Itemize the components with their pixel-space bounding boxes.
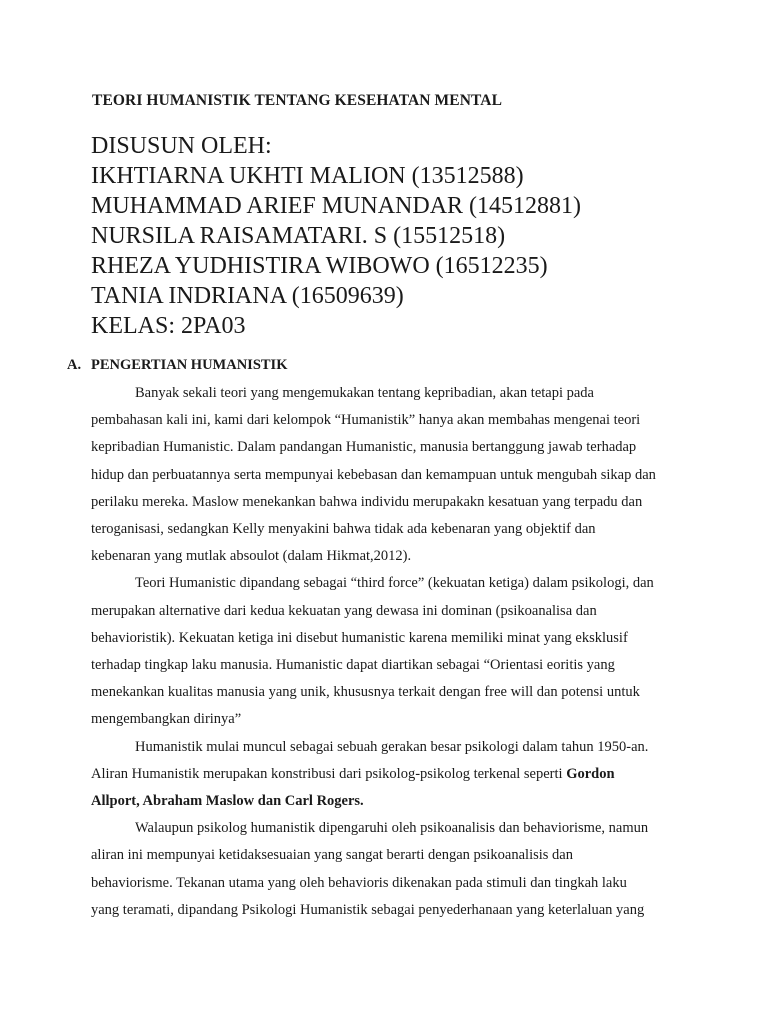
text-line: hidup dan perbuatannya serta mempunyai kebebasan dan kemampuan untuk mengubah sikap dan bbox=[91, 466, 656, 483]
text-line: Teori Humanistic dipandang sebagai “third force” (kekuatan ketiga) dalam psikologi, dan bbox=[135, 575, 654, 592]
section-heading-text: PENGERTIAN HUMANISTIK bbox=[91, 357, 288, 373]
text-line: merupakan alternative dari kedua kekuatan yang dewasa ini dominan (psikoanalisa dan bbox=[91, 602, 597, 619]
text-line: Humanistik mulai muncul sebagai sebuah gerakan besar psikologi dalam tahun 1950-an. bbox=[135, 738, 649, 755]
authors-block bbox=[91, 131, 581, 341]
text-line bbox=[47, 761, 677, 788]
text-line: behaviorisme. Tekanan utama yang oleh behavioris dikenakan pada stimuli dan tingkah laku bbox=[91, 874, 627, 891]
section-heading bbox=[67, 357, 287, 374]
text-line bbox=[47, 788, 677, 815]
paragraph-3 bbox=[91, 734, 677, 816]
text-line: kebenaran yang mutlak absoulot (dalam Hikmat,2012). bbox=[91, 548, 412, 565]
text-line: teroganisasi, sedangkan Kelly menyakini bahwa tidak ada kebenaran yang objektif dan bbox=[91, 521, 596, 538]
document-title: TEORI HUMANISTIK TENTANG KESEHATAN MENTAL bbox=[92, 92, 503, 109]
bold-name-run: Gordon bbox=[566, 765, 615, 782]
bold-name-run: Allport, Abraham Maslow dan Carl Rogers. bbox=[91, 793, 364, 810]
text-line: behavioristik). Kekuatan ketiga ini disebut humanistic karena memiliki minat yang eksklusif bbox=[91, 629, 628, 646]
text-run: Aliran Humanistik merupakan konstribusi dari psikolog-psikolog terkenal seperti bbox=[91, 765, 567, 782]
text-line: terhadap tingkap laku manusia. Humanistic dapat diartikan sebagai “Orientasi eoritis yang bbox=[91, 657, 615, 674]
text-line: Banyak sekali teori yang mengemukakan tentang kepribadian, akan tetapi pada bbox=[135, 385, 594, 401]
authors-line: DISUSUN OLEH: bbox=[91, 133, 272, 159]
paragraph-1 bbox=[91, 380, 677, 570]
text-line: perilaku mereka. Maslow menekankan bahwa individu merupakakn kesatuan yang terpadu dan bbox=[91, 493, 643, 510]
text-line: menekankan kualitas manusia yang unik, khususnya terkait dengan free will dan potensi untuk bbox=[91, 684, 640, 701]
text-line: Walaupun psikolog humanistik dipengaruhi oleh psikoanalisis dan behaviorisme, namun bbox=[135, 820, 649, 837]
authors-line: TANIA INDRIANA (16509639) bbox=[91, 283, 404, 309]
text-line: yang teramati, dipandang Psikologi Humanistik sebagai penyederhanaan yang keterlaluan yang bbox=[91, 901, 645, 918]
body-text bbox=[91, 380, 677, 924]
text-line: aliran ini mempunyai ketidaksesuaian yang sangat berarti dengan psikoanalisis dan bbox=[91, 847, 573, 864]
authors-line: RHEZA YUDHISTIRA WIBOWO (16512235) bbox=[91, 253, 548, 279]
paragraph-2 bbox=[91, 570, 677, 733]
text-line: kepribadian Humanistic. Dalam pandangan Humanistic, manusia bertanggung jawab terhadap bbox=[91, 439, 637, 456]
text-line: pembahasan kali ini, kami dari kelompok “Humanistik” hanya akan membahas mengenai teori bbox=[91, 412, 641, 429]
text-line: mengembangkan dirinya” bbox=[91, 711, 242, 728]
authors-line: MUHAMMAD ARIEF MUNANDAR (14512881) bbox=[91, 193, 582, 219]
authors-line: IKHTIARNA UKHTI MALION (13512588) bbox=[91, 163, 524, 189]
authors-line: NURSILA RAISAMATARI. S (15512518) bbox=[91, 223, 506, 249]
section-letter: A. bbox=[67, 357, 82, 373]
paragraph-4 bbox=[91, 815, 677, 924]
authors-line: KELAS: 2PA03 bbox=[91, 313, 246, 339]
